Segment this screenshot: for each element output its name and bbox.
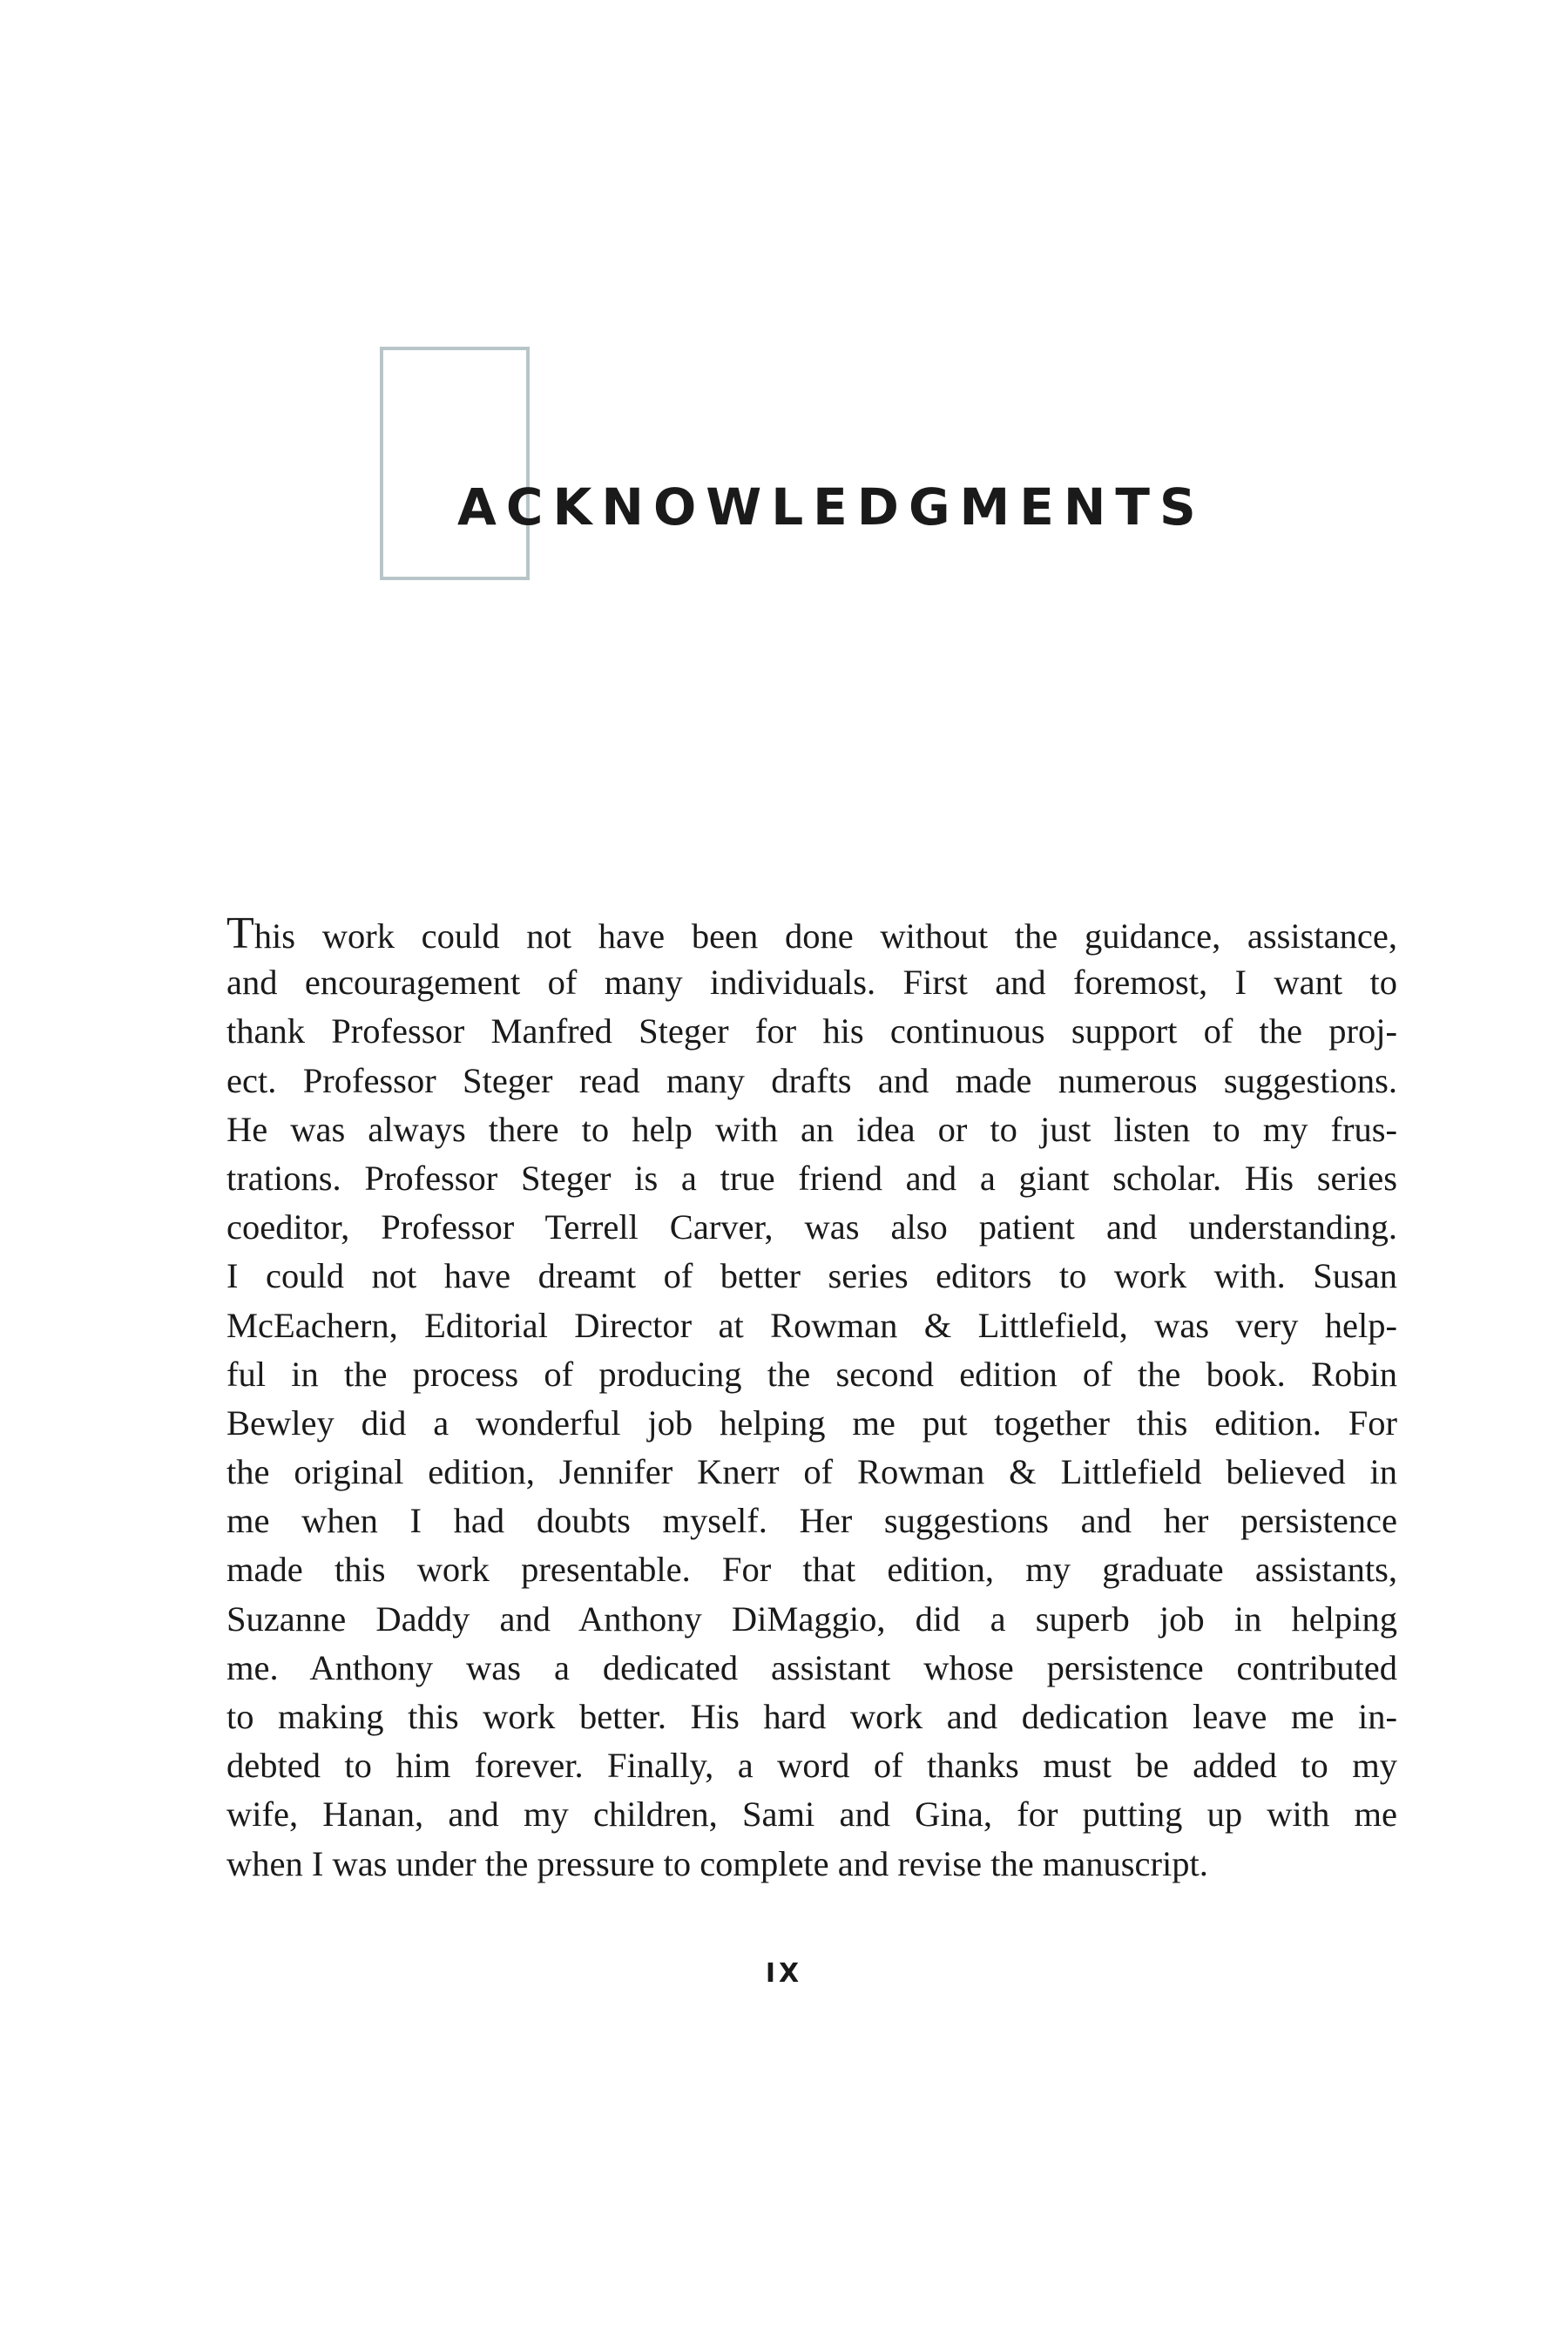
paragraph-line: me when I had doubts myself. Her suggestions and her persistence	[226, 1501, 1397, 1541]
title-decorative-frame	[380, 347, 530, 580]
paragraph-line: me. Anthony was a dedicated assistant whose persistence contributed	[226, 1647, 1397, 1687]
paragraph-line: and encouragement of many individuals. First and foremost, I want to	[226, 963, 1397, 1003]
paragraph-line: wife, Hanan, and my children, Sami and Gina, for putting up with me	[226, 1794, 1397, 1835]
paragraph-line: coeditor, Professor Terrell Carver, was also patient and understanding.	[226, 1207, 1397, 1247]
paragraph-line: Bewley did a wonderful job helping me put together this edition. For	[226, 1402, 1397, 1443]
paragraph-line: I could not have dreamt of better series editors to work with. Susan	[226, 1256, 1397, 1296]
paragraph-line: He was always there to help with an idea or to just listen to my frus-	[226, 1109, 1397, 1149]
paragraph-line: debted to him forever. Finally, a word of thanks must be added to my	[226, 1746, 1397, 1786]
paragraph-line: trations. Professor Steger is a true friend and a giant scholar. His series	[226, 1158, 1397, 1198]
paragraph-line: to making this work better. His hard work and dedication leave me in-	[226, 1697, 1397, 1736]
paragraph-line: made this work presentable. For that edition, my graduate assistants,	[226, 1550, 1397, 1590]
paragraph-line: ect. Professor Steger read many drafts and made numerous suggestions.	[226, 1060, 1397, 1100]
paragraph-line: the original edition, Jennifer Knerr of Rowman & Littlefield believed in	[226, 1452, 1397, 1492]
paragraph-line: ful in the process of producing the second edition of the book. Robin	[226, 1354, 1397, 1394]
paragraph-line: This work could not have been done without the guidance, assistance,	[226, 909, 1397, 958]
paragraph-line: when I was under the pressure to complete and revise the manuscript.	[226, 1843, 1208, 1883]
chapter-title: ACKNOWLEDGMENTS	[457, 477, 1206, 537]
paragraph-line: McEachern, Editorial Director at Rowman & Littlefield, was very help-	[226, 1305, 1397, 1345]
paragraph-line: Suzanne Daddy and Anthony DiMaggio, did a superb job in helping	[226, 1598, 1397, 1639]
paragraph-line: thank Professor Manfred Steger for his continuous support of the proj-	[226, 1011, 1397, 1051]
page-number: IX	[765, 1958, 803, 1989]
acknowledgments-paragraph	[226, 909, 1397, 1889]
